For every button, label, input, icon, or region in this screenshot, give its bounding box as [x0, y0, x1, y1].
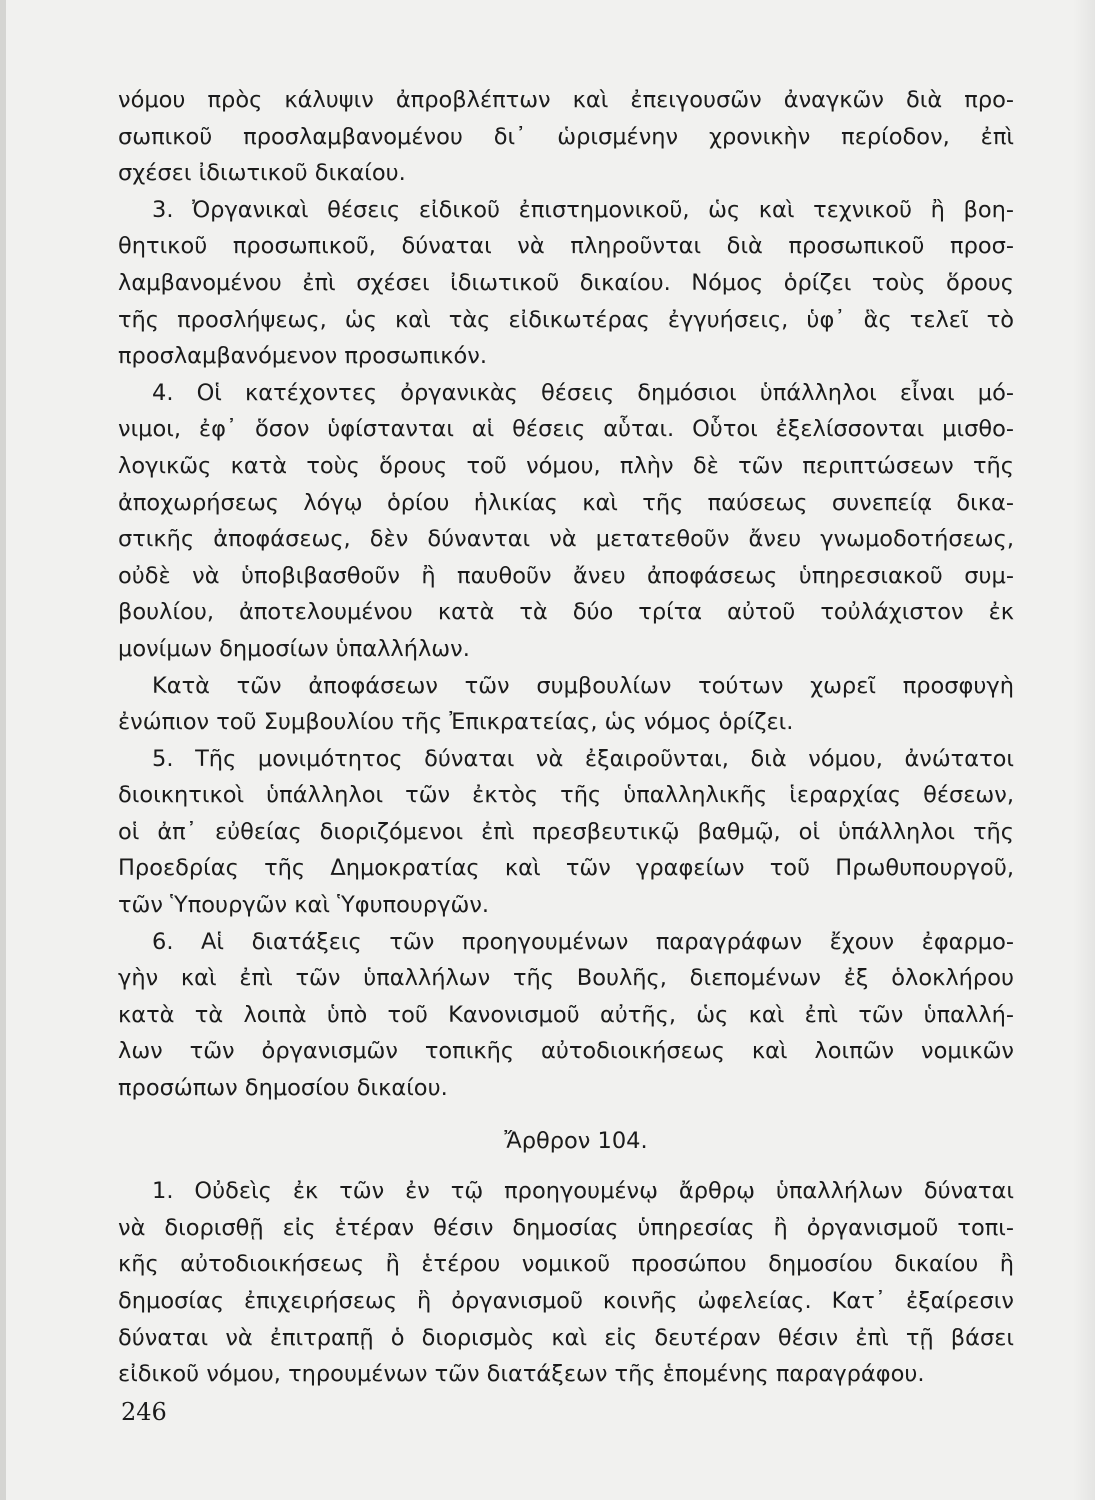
text-line: δύναται νὰ ἐπιτραπῇ ὁ διορισμὸς καὶ εἰς δευτέραν θέσιν ἐπὶ τῇ βάσει [118, 1324, 1014, 1351]
text-line: εἰδικοῦ νόμου, τηρουμένων τῶν διατάξεων τῆς ἑπομένης παραγράφου. [118, 1361, 925, 1388]
text-line: θητικοῦ προσωπικοῦ, δύναται νὰ πληροῦνται διὰ προσωπικοῦ προσ- [118, 233, 1014, 260]
paragraph-appeal [118, 668, 1014, 741]
text-line: σχέσει ἰδιωτικοῦ δικαίου. [118, 160, 406, 187]
text-line: δημοσίας ἐπιχειρήσεως ἢ ὀργανισμοῦ κοινῆς ὠφελείας. Κατ᾿ ἐξαίρεσιν [118, 1288, 1014, 1314]
text-line: διοικητικοὶ ὑπάλληλοι τῶν ἐκτὸς τῆς ὑπαλληλικῆς ἱεραρχίας θέσεων, [118, 782, 1014, 809]
article-heading: Ἄρθρον 104. [504, 1127, 648, 1154]
text-line: νιμοι, ἐφ᾿ ὅσον ὑφίστανται αἱ θέσεις αὗται. Οὗτοι ἐξελίσσονται μισθο- [118, 416, 1014, 443]
text-line: στικῆς ἀποφάσεως, δὲν δύνανται νὰ μετατεθοῦν ἄνευ γνωμοδοτήσεως, [118, 526, 1014, 553]
text-line: οὐδὲ νὰ ὑποβιβασθοῦν ἢ παυθοῦν ἄνευ ἀποφάσεως ὑπηρεσιακοῦ συμ- [118, 562, 1014, 589]
text-line: μονίμων δημοσίων ὑπαλλήλων. [118, 635, 470, 662]
text-line: ἀποχωρήσεως λόγῳ ὁρίου ἡλικίας καὶ τῆς παύσεως συνεπείᾳ δικα- [118, 489, 1014, 516]
text-line: ἐνώπιον τοῦ Συμβουλίου τῆς Ἐπικρατείας, ὡς νόμος ὁρίζει. [118, 709, 794, 736]
paragraph-item-4 [118, 375, 1014, 668]
text-line: σωπικοῦ προσλαμβανομένου δι᾿ ὡρισμένην χρονικὴν περίοδον, ἐπὶ [118, 123, 1014, 150]
text-line: 5. Τῆς μονιμότητος δύναται νὰ ἐξαιροῦνται, διὰ νόμου, ἀνώτατοι [152, 745, 1014, 772]
text-line: τῶν Ὑπουργῶν καὶ Ὑφυπουργῶν. [118, 892, 490, 919]
paragraph-continuation [118, 82, 1014, 192]
text-line: προσώπων δημοσίου δικαίου. [118, 1075, 448, 1102]
text-line: 3. Ὀργανικαὶ θέσεις εἰδικοῦ ἐπιστημονικοῦ, ὡς καὶ τεχνικοῦ ἢ βοη- [152, 196, 1014, 223]
text-line: Προεδρίας τῆς Δημοκρατίας καὶ τῶν γραφείων τοῦ Πρωθυπουργοῦ, [118, 855, 1014, 882]
text-line: οἱ ἀπ᾿ εὐθείας διοριζόμενοι ἐπὶ πρεσβευτικῷ βαθμῷ, οἱ ὑπάλληλοι τῆς [118, 818, 1014, 845]
page-edge-shadow [1073, 0, 1095, 1500]
text-line: κῆς αὐτοδιοικήσεως ἢ ἑτέρου νομικοῦ προσώπου δημοσίου δικαίου ἢ [118, 1251, 1014, 1278]
text-line: 1. Οὐδεὶς ἐκ τῶν ἐν τῷ προηγουμένῳ ἄρθρῳ ὑπαλλήλων δύναται [152, 1178, 1014, 1205]
text-line: προσλαμβανόμενον προσωπικόν. [118, 343, 487, 370]
text-line: λογικῶς κατὰ τοὺς ὅρους τοῦ νόμου, πλὴν δὲ τῶν περιπτώσεων τῆς [118, 452, 1014, 479]
paragraph-item-5 [118, 741, 1014, 924]
text-line: γὴν καὶ ἐπὶ τῶν ὑπαλλήλων τῆς Βουλῆς, διεπομένων ἐξ ὁλοκλήρου [118, 965, 1014, 992]
body-text [118, 82, 1014, 1393]
paragraph-item-6 [118, 924, 1014, 1107]
text-line: νόμου πρὸς κάλυψιν ἀπροβλέπτων καὶ ἐπειγουσῶν ἀναγκῶν διὰ προ- [118, 87, 1014, 113]
text-line: λαμβανομένου ἐπὶ σχέσει ἰδιωτικοῦ δικαίου. Νόμος ὁρίζει τοὺς ὅρους [118, 269, 1014, 296]
text-line: Κατὰ τῶν ἀποφάσεων τῶν συμβουλίων τούτων χωρεῖ προσφυγὴ [152, 672, 1014, 699]
text-line: νὰ διορισθῇ εἰς ἑτέραν θέσιν δημοσίας ὑπηρεσίας ἢ ὀργανισμοῦ τοπι- [118, 1214, 1014, 1241]
paragraph-item-3 [118, 192, 1014, 375]
page-number: 246 [121, 1398, 167, 1426]
text-line: τῆς προσλήψεως, ὡς καὶ τὰς εἰδικωτέρας ἐγγυήσεις, ὑφ᾿ ἃς τελεῖ τὸ [118, 306, 1014, 333]
text-line: 4. Οἱ κατέχοντες ὀργανικὰς θέσεις δημόσιοι ὑπάλληλοι εἶναι μό- [152, 379, 1014, 406]
text-line: βουλίου, ἀποτελουμένου κατὰ τὰ δύο τρίτα αὐτοῦ τοὐλάχιστον ἐκ [118, 599, 1014, 626]
text-line: λων τῶν ὀργανισμῶν τοπικῆς αὐτοδιοικήσεως καὶ λοιπῶν νομικῶν [118, 1038, 1014, 1065]
text-line: κατὰ τὰ λοιπὰ ὑπὸ τοῦ Κανονισμοῦ αὐτῆς, ὡς καὶ ἐπὶ τῶν ὑπαλλή- [118, 1001, 1014, 1028]
text-line: 6. Αἱ διατάξεις τῶν προηγουμένων παραγράφων ἔχουν ἐφαρμο- [152, 928, 1014, 955]
article-paragraph-1 [118, 1173, 1014, 1393]
